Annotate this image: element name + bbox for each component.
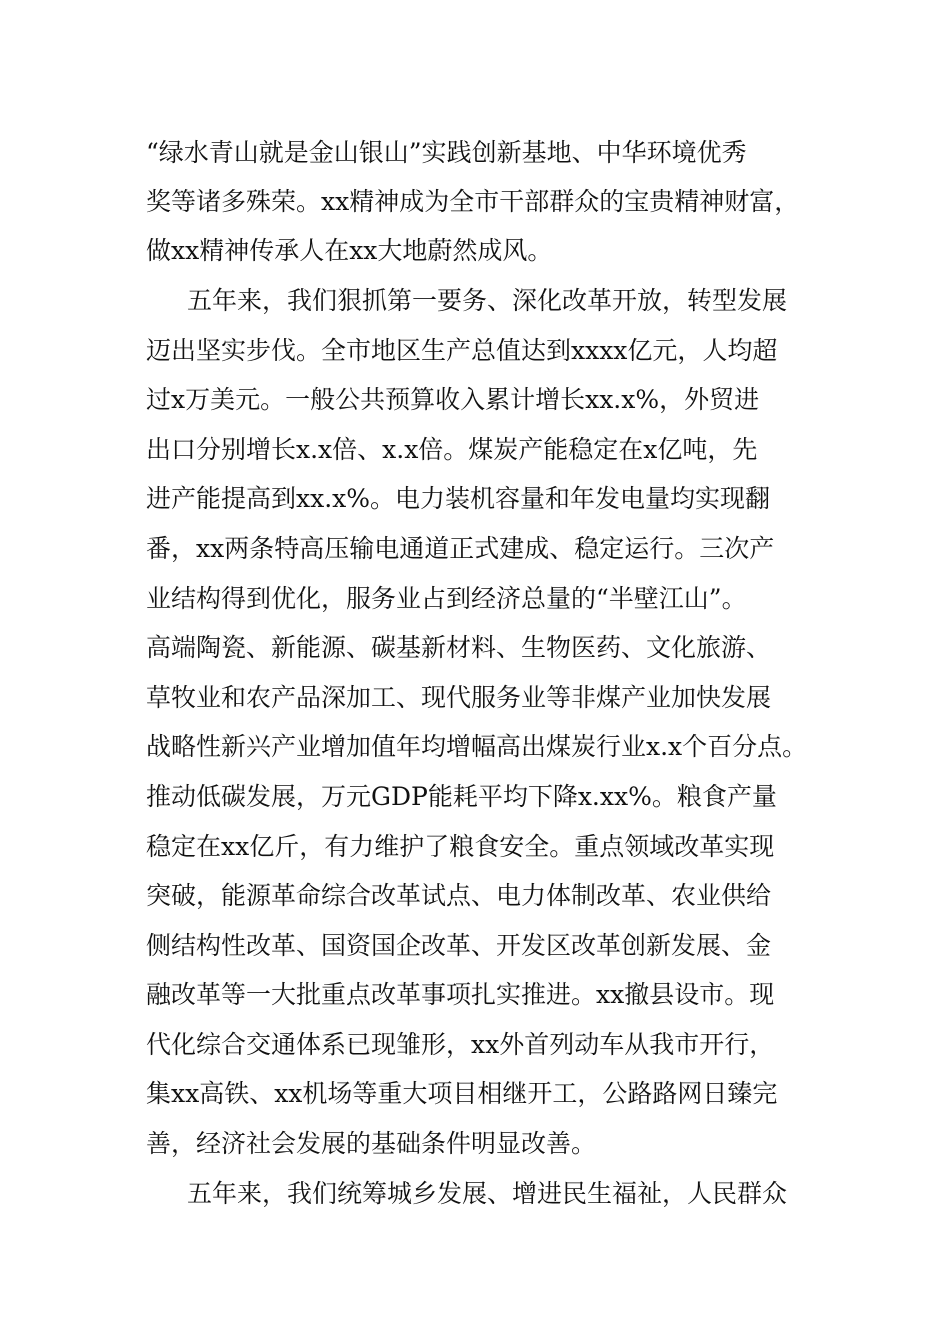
text-line: 稳定在xx亿斤，有力维护了粮食安全。重点领域改革实现 bbox=[146, 832, 775, 861]
text-line: 融改革等一大批重点改革事项扎实推进。xx撤县设市。现 bbox=[146, 980, 775, 1009]
text-line: “绿水青山就是金山银山”实践创新基地、中华环境优秀 bbox=[146, 138, 747, 167]
text-line: 进产能提高到xx.x%。电力装机容量和年发电量均实现翻 bbox=[146, 484, 771, 513]
text-line: 迈出坚实步伐。全市地区生产总值达到xxxx亿元，人均超 bbox=[146, 336, 778, 365]
text-line: 高端陶瓷、新能源、碳基新材料、生物医药、文化旅游、 bbox=[146, 633, 772, 662]
text-line: 集xx高铁、xx机场等重大项目相继开工，公路路网日臻完 bbox=[146, 1079, 778, 1108]
text-line: 做xx精神传承人在xx大地蔚然成风。 bbox=[146, 236, 553, 265]
text-line: 草牧业和农产品深加工、现代服务业等非煤产业加快发展 bbox=[146, 683, 772, 712]
text-line: 善，经济社会发展的基础条件明显改善。 bbox=[146, 1129, 597, 1158]
text-line: 业结构得到优化，服务业占到经济总量的“半壁江山”。 bbox=[146, 584, 747, 613]
text-line: 战略性新兴产业增加值年均增幅高出煤炭行业x.x个百分点。 bbox=[146, 732, 808, 761]
text-line: 番，xx两条特高压输电通道正式建成、稳定运行。三次产 bbox=[146, 534, 775, 563]
text-line: 突破，能源革命综合改革试点、电力体制改革、农业供给 bbox=[146, 881, 772, 910]
text-line: 奖等诸多殊荣。xx精神成为全市干部群众的宝贵精神财富， bbox=[146, 187, 800, 216]
text-line: 出口分别增长x.x倍、x.x倍。煤炭产能稳定在x亿吨，先 bbox=[146, 435, 758, 464]
text-line: 代化综合交通体系已现雏形，xx外首列动车从我市开行， bbox=[146, 1030, 775, 1059]
text-line: 推动低碳发展，万元GDP能耗平均下降x.xx%。粮食产量 bbox=[146, 782, 777, 811]
paragraph-start-line: 五年来，我们统筹城乡发展、增进民生福祉，人民群众 bbox=[187, 1179, 788, 1208]
paragraph-start-line: 五年来，我们狠抓第一要务、深化改革开放，转型发展 bbox=[187, 286, 788, 315]
text-line: 过x万美元。一般公共预算收入累计增长xx.x%，外贸进 bbox=[146, 385, 760, 414]
text-line: 侧结构性改革、国资国企改革、开发区改革创新发展、金 bbox=[146, 931, 772, 960]
